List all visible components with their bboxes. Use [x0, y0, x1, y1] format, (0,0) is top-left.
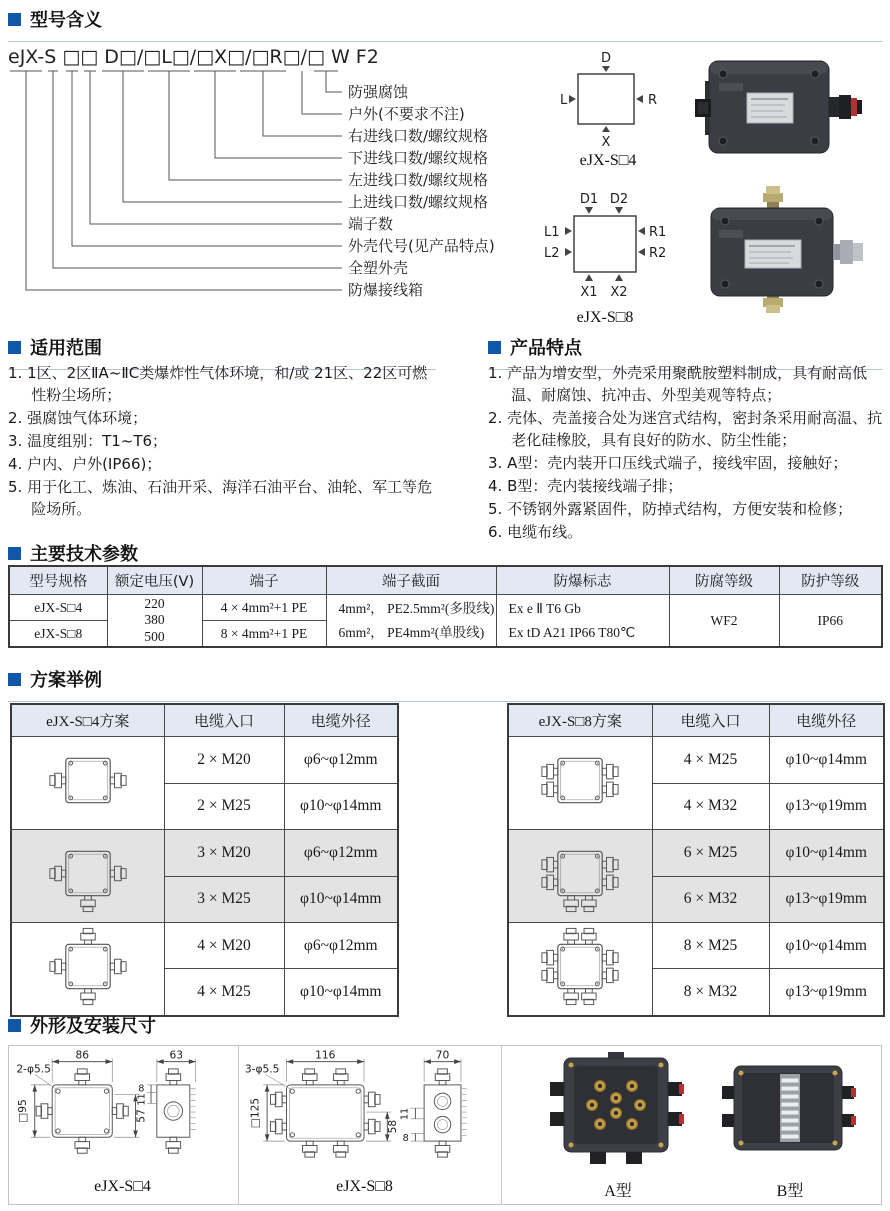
- model-label: 外壳代号(见产品特点): [348, 237, 495, 255]
- model-cell: eJX-S□4: [9, 595, 107, 621]
- section-title: 型号含义: [30, 10, 102, 31]
- col-header: 防护等级: [779, 566, 882, 595]
- dim-label: 8: [138, 1083, 145, 1095]
- cable-entry-cell: 4 × M25: [164, 969, 284, 1016]
- diagram-caption: eJX-S□4: [579, 152, 637, 169]
- scope-item: 5. 用于化工、炼油、石油开采、海洋石油平台、油轮、军工等危险场所。: [8, 478, 433, 518]
- dir-label: R2: [649, 246, 667, 261]
- ex-mark-value: Ex e Ⅱ T6 Gb: [508, 600, 581, 616]
- cable-entry-cell: 8 × M25: [652, 923, 769, 969]
- box-diagram-cell: [11, 737, 164, 830]
- scope-item: 3. 温度组别：T1~T6；: [8, 432, 168, 450]
- table-row: [9, 595, 882, 621]
- cable-od-cell: φ6~φ12mm: [284, 830, 398, 877]
- scope-item: 4. 户内、户外(IP66)；: [8, 455, 162, 473]
- cable-od-cell: φ6~φ12mm: [284, 737, 398, 784]
- box-diagram-cell: [11, 923, 164, 1017]
- terminal-cell: 8 × 4mm²+1 PE: [202, 621, 326, 648]
- cable-entry-cell: 4 × M20: [164, 923, 284, 969]
- anti-corrosion-cell: WF2: [669, 595, 779, 648]
- col-header: 电缆外径: [769, 704, 884, 737]
- cable-od-cell: φ10~φ14mm: [284, 876, 398, 923]
- feature-item: 2. 壳体、壳盖接合处为迷宫式结构，密封条采用耐高温、抗老化硅橡胶，具有良好的防水、防尘性能；: [488, 409, 883, 449]
- table-header-row: [11, 704, 398, 737]
- voltage-cell: [107, 595, 202, 648]
- panel-divider: [501, 1046, 502, 1204]
- table-row: [11, 923, 398, 969]
- cable-entry-cell: 6 × M25: [652, 830, 769, 877]
- protection-cell: IP66: [779, 595, 882, 648]
- dir-label: D: [600, 51, 612, 66]
- table-header-row: [508, 704, 884, 737]
- cable-entry-cell: 4 × M25: [652, 737, 769, 784]
- dir-label: R: [648, 93, 658, 108]
- cross-section-value: 6mm²， PE4mm²(单股线): [338, 624, 485, 640]
- section-outline-dims: [8, 1012, 882, 1038]
- dir-label: R1: [649, 225, 667, 240]
- section-title: 方案举例: [30, 670, 102, 691]
- col-header: 额定电压(V): [107, 566, 202, 595]
- ex-mark-cell: [496, 595, 669, 648]
- section-bullet-icon: [8, 547, 21, 560]
- table-row: [508, 830, 884, 877]
- junction-box-diagram: [509, 923, 652, 1015]
- cable-entry-cell: 2 × M25: [164, 783, 284, 830]
- photo-caption: B型: [776, 1183, 804, 1200]
- cross-section-cell: [326, 595, 496, 648]
- dir-label: L: [560, 93, 568, 108]
- ex-mark-value: Ex tD A21 IP66 T80℃: [508, 624, 636, 640]
- cable-od-cell: φ13~φ19mm: [769, 969, 884, 1016]
- feature-item: 1. 产品为增安型，外壳采用聚酰胺塑料制成，具有耐高低温、耐腐蚀、抗冲击、外型美观等特点；: [488, 364, 868, 404]
- box-diagram-cell: [508, 737, 652, 830]
- product-photo-s4: [695, 55, 865, 158]
- model-label: 防强腐蚀: [348, 83, 409, 101]
- dim-label: 3-φ5.5: [244, 1062, 280, 1076]
- cable-od-cell: φ10~φ14mm: [769, 830, 884, 877]
- box-diagram-cell: [508, 923, 652, 1017]
- scheme-table-s4: [10, 703, 399, 1017]
- cable-entry-cell: 6 × M32: [652, 876, 769, 923]
- model-code-diagram: [8, 46, 548, 304]
- model-label: 下进线口数/螺纹规格: [348, 149, 489, 167]
- dir-label: D2: [609, 192, 629, 207]
- feature-item: 3. A型：壳内装开口压线式端子，接线牢固，接触好；: [488, 454, 848, 472]
- feature-item: 4. B型：壳内装接线端子排；: [488, 477, 683, 495]
- dir-label: L2: [544, 246, 560, 261]
- section-bullet-icon: [8, 673, 21, 686]
- cable-entry-cell: 4 × M32: [652, 783, 769, 830]
- dir-label: L1: [544, 225, 560, 240]
- junction-box-diagram: [12, 737, 164, 829]
- scope-list: [8, 362, 442, 521]
- section-title: 外形及安装尺寸: [30, 1016, 156, 1037]
- section-tech-params: [8, 540, 882, 566]
- voltage-value: 380: [144, 612, 165, 628]
- section-bullet-icon: [8, 1019, 21, 1032]
- model-label: 防爆接线箱: [348, 281, 424, 299]
- cable-od-cell: φ6~φ12mm: [284, 923, 398, 969]
- model-label: 左进线口数/螺纹规格: [348, 171, 489, 189]
- cross-section-value: 4mm²， PE2.5mm²(多股线): [338, 600, 495, 616]
- col-header: 电缆入口: [652, 704, 769, 737]
- model-code: eJX-S □□ D□/□L□/□X□/□R□/□ W F2: [8, 46, 379, 68]
- dim-label: 8: [402, 1133, 409, 1145]
- dim-label: 63: [169, 1050, 184, 1062]
- dim-label: □125: [248, 1097, 262, 1129]
- cable-od-cell: φ10~φ14mm: [284, 783, 398, 830]
- features-list: [488, 362, 888, 544]
- tech-specs-table: [8, 565, 883, 648]
- cable-entry-cell: 3 × M25: [164, 876, 284, 923]
- col-header: 电缆入口: [164, 704, 284, 737]
- dim-label: 116: [315, 1050, 336, 1062]
- cable-entry-cell: 3 × M20: [164, 830, 284, 877]
- dimension-drawing-s4: [12, 1050, 230, 1176]
- voltage-value: 500: [144, 628, 165, 644]
- col-header: 端子: [202, 566, 326, 595]
- junction-box-diagram: [509, 830, 652, 922]
- dim-label: 11: [399, 1107, 411, 1121]
- section-model-meaning: [8, 6, 882, 42]
- col-header: 端子截面: [326, 566, 496, 595]
- col-header: 防爆标志: [496, 566, 669, 595]
- dim-label: 11: [136, 1093, 148, 1106]
- section-title: 产品特点: [510, 338, 582, 359]
- dim-label: 58: [386, 1119, 400, 1134]
- dim-label: 70: [435, 1050, 450, 1062]
- cable-od-cell: φ10~φ14mm: [769, 923, 884, 969]
- feature-item: 6. 电缆布线。: [488, 523, 583, 541]
- dim-label: 86: [75, 1050, 90, 1062]
- box-diagram-cell: [508, 830, 652, 923]
- dir-label: X1: [580, 285, 598, 300]
- scope-item: 2. 强腐蚀气体环境；: [8, 409, 148, 427]
- col-header: eJX-S□4方案: [11, 704, 164, 737]
- drawing-caption: eJX-S□4: [94, 1178, 151, 1195]
- dir-label: X: [601, 135, 611, 150]
- model-cell: eJX-S□8: [9, 621, 107, 648]
- junction-box-diagram: [509, 737, 652, 829]
- section-title: 主要技术参数: [30, 544, 138, 565]
- cable-od-cell: φ10~φ14mm: [769, 737, 884, 784]
- dimension-drawing-s8: [240, 1050, 490, 1176]
- box-diagram-cell: [11, 830, 164, 923]
- table-row: [11, 737, 398, 784]
- cable-entry-cell: 8 × M32: [652, 969, 769, 1016]
- dim-label: 2-φ5.5: [16, 1062, 51, 1076]
- section-bullet-icon: [488, 341, 501, 354]
- scheme-table-s8: [507, 703, 885, 1017]
- product-photo-type-b: [722, 1062, 858, 1156]
- section-bullet-icon: [8, 341, 21, 354]
- product-photo-type-a: [548, 1052, 688, 1166]
- dim-label: 57: [134, 1109, 148, 1123]
- model-label: 端子数: [348, 215, 394, 233]
- diagram-caption: eJX-S□8: [576, 309, 634, 326]
- dir-label: X2: [610, 285, 628, 300]
- drawing-caption: eJX-S□8: [336, 1178, 393, 1195]
- table-row: [508, 737, 884, 784]
- table-row: [11, 830, 398, 877]
- section-schemes: [8, 666, 882, 702]
- junction-box-diagram: [12, 923, 164, 1015]
- dir-label: D1: [579, 192, 599, 207]
- dim-label: □95: [16, 1099, 30, 1123]
- col-header: 电缆外径: [284, 704, 398, 737]
- col-header: 型号规格: [9, 566, 107, 595]
- model-label: 上进线口数/螺纹规格: [348, 193, 489, 211]
- direction-diagram-s4: [548, 50, 668, 150]
- voltage-value: 220: [144, 595, 165, 611]
- cable-entry-cell: 2 × M20: [164, 737, 284, 784]
- product-photo-s8: [693, 186, 871, 314]
- section-bullet-icon: [8, 13, 21, 26]
- model-label: 户外(不要求不注): [348, 105, 465, 123]
- table-row: [508, 923, 884, 969]
- cable-od-cell: φ13~φ19mm: [769, 783, 884, 830]
- junction-box-diagram: [12, 830, 164, 922]
- scope-item: 1. 1区、2区ⅡA~ⅡC类爆炸性气体环境，和/或 21区、22区可燃性粉尘场所；: [8, 364, 428, 404]
- cable-od-cell: φ10~φ14mm: [284, 969, 398, 1016]
- terminal-cell: 4 × 4mm²+1 PE: [202, 595, 326, 621]
- model-label: 右进线口数/螺纹规格: [348, 127, 489, 145]
- model-label: 全塑外壳: [348, 259, 409, 277]
- table-header-row: [9, 566, 882, 595]
- cable-od-cell: φ13~φ19mm: [769, 876, 884, 923]
- col-header: eJX-S□8方案: [508, 704, 652, 737]
- section-title: 适用范围: [30, 338, 102, 359]
- col-header: 防腐等级: [669, 566, 779, 595]
- photo-caption: A型: [604, 1183, 632, 1200]
- direction-diagram-s8: [540, 190, 670, 303]
- feature-item: 5. 不锈钢外露紧固件，防掉式结构，方便安装和检修；: [488, 500, 853, 518]
